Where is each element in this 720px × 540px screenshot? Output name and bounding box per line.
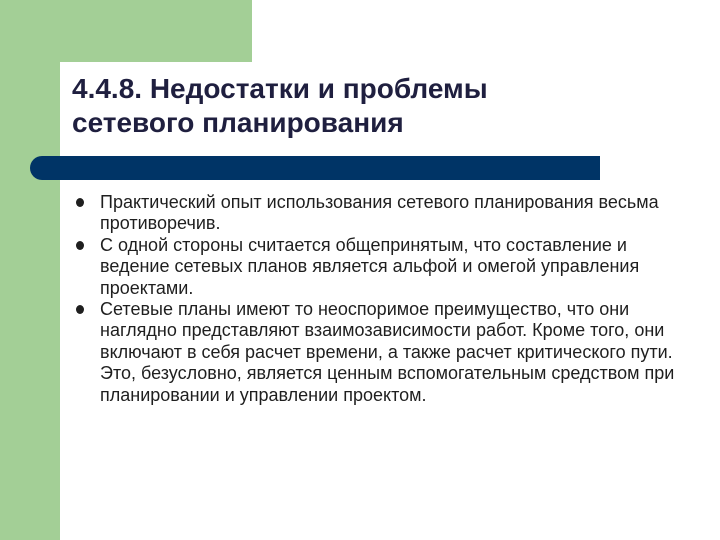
- bullet-list: [76, 192, 676, 406]
- bullet-text: Практический опыт использования сетевого планирования весьма противоречив.: [100, 192, 659, 234]
- bullet-dot-icon: [76, 305, 84, 314]
- bullet-item: [76, 299, 676, 406]
- bullet-item: [76, 192, 676, 235]
- slide-title-line-2: сетевого планирования: [72, 107, 404, 138]
- bullet-item: [76, 235, 676, 299]
- bullet-dot-icon: [76, 198, 84, 207]
- divider-line: [42, 156, 600, 180]
- slide-title: [72, 72, 672, 140]
- bullet-text: С одной стороны считается общепринятым, что составление и ведение сетевых планов является альфой и омегой управления проектами.: [100, 234, 640, 298]
- slide-title-line-1: 4.4.8. Недостатки и проблемы: [72, 73, 488, 104]
- bullet-text: Сетевые планы имеют то неоспоримое преимущество, что они наглядно представляют взаимозависимости работ. Кроме того, они включают в себя расчет времени, а также расчет критического пути. Это, безусловно, является ценным вспомогательным средством при планировании и управлении проектом.: [100, 299, 675, 405]
- left-green-strip: [0, 0, 60, 540]
- bullet-dot-icon: [76, 241, 84, 250]
- top-green-block: [0, 0, 252, 62]
- title-divider-bar: [30, 156, 600, 180]
